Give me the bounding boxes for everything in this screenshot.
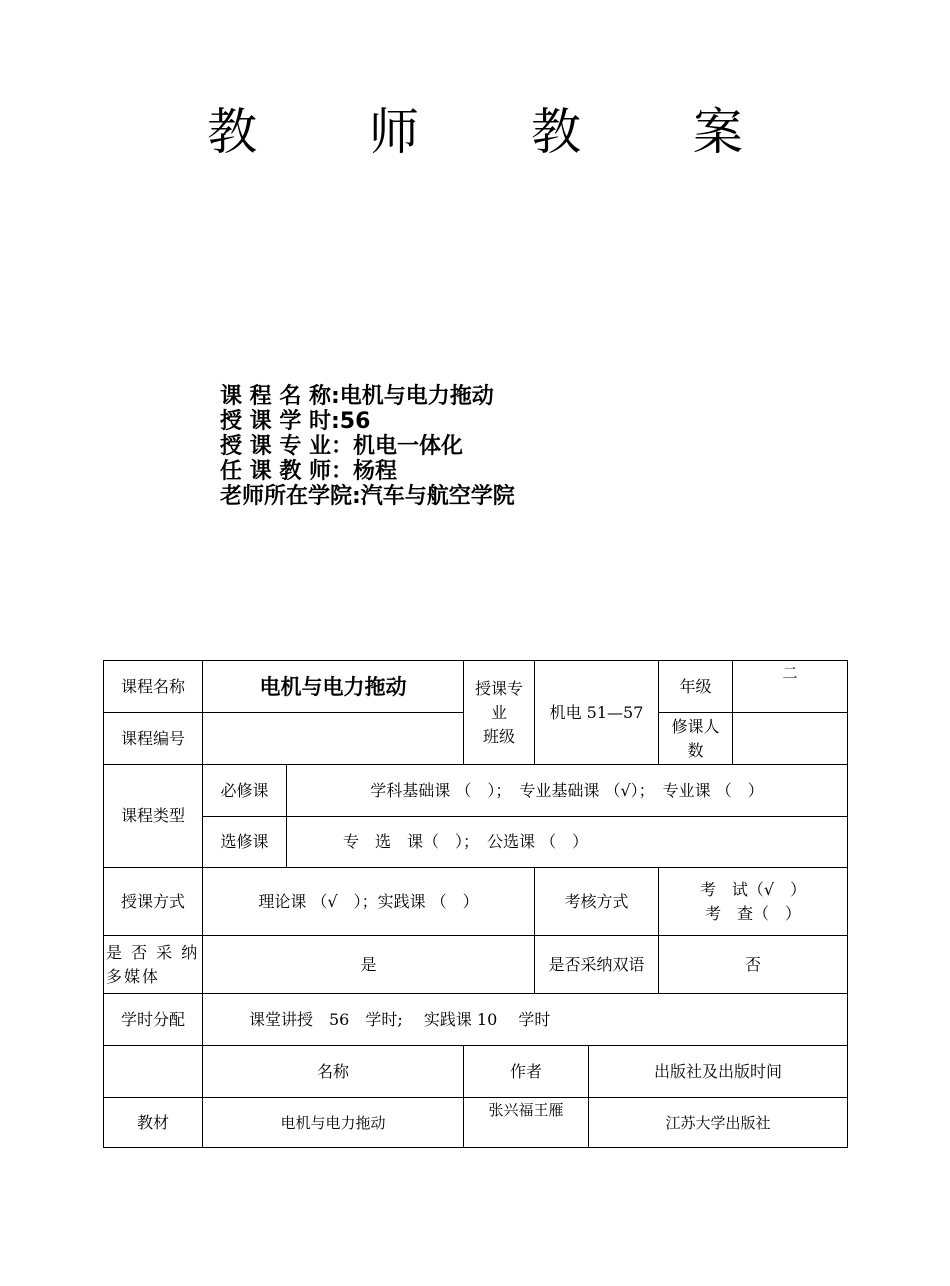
elective-value: 专 选 课（ ）； 公选课 （ ）	[287, 817, 848, 868]
bilingual-label: 是否采纳双语	[535, 936, 659, 994]
assessment-check: 考 查（ ）	[705, 903, 802, 923]
assessment-value	[659, 868, 848, 936]
textbook-publisher: 江苏大学出版社	[589, 1098, 848, 1148]
info-teacher: 任 课 教 师：杨程	[220, 459, 397, 484]
course-code-label: 课程编号	[104, 713, 203, 765]
students-value	[733, 713, 848, 765]
header-blank	[104, 1046, 203, 1098]
teaching-mode-label: 授课方式	[104, 868, 203, 936]
col-name-header: 名称	[203, 1046, 464, 1098]
textbook-author: 张兴福王雁	[464, 1098, 589, 1148]
multimedia-label: 是 否 采 纳 多媒体	[104, 936, 203, 994]
textbook-label: 教材	[104, 1098, 203, 1148]
elective-label: 选修课	[203, 817, 287, 868]
info-college: 老师所在学院:汽车与航空学院	[220, 484, 515, 509]
course-name-value: 电机与电力拖动	[203, 661, 464, 713]
col-author-header: 作者	[464, 1046, 589, 1098]
course-type-label: 课程类型	[104, 765, 203, 868]
course-info-block	[220, 384, 515, 509]
info-course-name: 课 程 名 称:电机与电力拖动	[220, 384, 494, 409]
grade-label: 年级	[659, 661, 733, 713]
required-label: 必修课	[203, 765, 287, 817]
students-label: 修课人 数	[659, 713, 733, 765]
col-publisher-header: 出版社及出版时间	[589, 1046, 848, 1098]
required-value: 学科基础课 （ ）； 专业基础课 （√）； 专业课 （ ）	[287, 765, 848, 817]
course-name-label: 课程名称	[104, 661, 203, 713]
info-major: 授 课 专 业：机电一体化	[220, 434, 463, 459]
major-class-value: 机电 51—57	[535, 661, 659, 765]
grade-value: 二	[733, 661, 848, 713]
hours-value: 课堂讲授 56 学时; 实践课 10 学时	[203, 994, 848, 1046]
bilingual-value: 否	[659, 936, 848, 994]
multimedia-value: 是	[203, 936, 535, 994]
assessment-label: 考核方式	[535, 868, 659, 936]
info-hours: 授 课 学 时:56	[220, 409, 371, 434]
course-code-value	[203, 713, 464, 765]
hours-label: 学时分配	[104, 994, 203, 1046]
course-table	[103, 660, 848, 1148]
assessment-exam: 考 试（√ ）	[699, 879, 807, 899]
page-title: 教 师 教 案	[207, 103, 791, 161]
textbook-name: 电机与电力拖动	[203, 1098, 464, 1148]
major-class-label: 授课专业 班级	[464, 661, 535, 765]
teaching-mode-value: 理论课 （√ ）；实践课 （ ）	[203, 868, 535, 936]
